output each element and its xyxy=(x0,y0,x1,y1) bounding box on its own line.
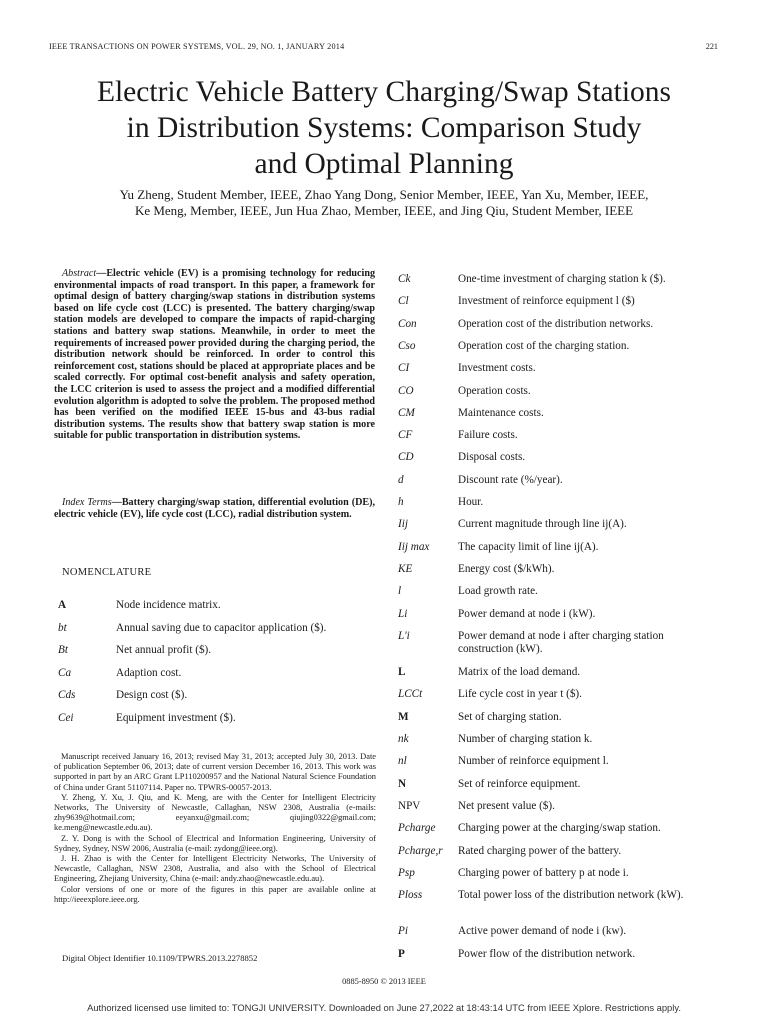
nomenclature-symbol: Pcharge xyxy=(398,822,436,835)
nomenclature-symbol: d xyxy=(398,473,404,486)
nomenclature-symbol: nl xyxy=(398,755,407,768)
nomenclature-definition: Set of reinforce equipment. xyxy=(458,777,581,790)
abstract-label: Abstract xyxy=(62,268,97,279)
nomenclature-definition: Set of charging station. xyxy=(458,710,562,723)
nomenclature-symbol: A xyxy=(58,599,67,611)
nomenclature-symbol: CD xyxy=(398,451,414,464)
nomenclature-definition: Investment of reinforce equipment l ($) xyxy=(458,295,635,308)
footnote-affiliation-2: Z. Y. Dong is with the School of Electrical and Information Engineering, University of Sydney, Sydney, NSW 2006, Australia (e-mail: zydong@ieee.org). xyxy=(54,833,376,853)
title-line-3: and Optimal Planning xyxy=(254,148,514,180)
nomenclature-definition: Disposal costs. xyxy=(458,451,526,464)
nomenclature-definition: Design cost ($). xyxy=(116,689,188,702)
nomenclature-symbol: Ploss xyxy=(398,889,423,902)
abstract xyxy=(54,268,375,442)
nomenclature-symbol: N xyxy=(398,777,407,790)
footnotes xyxy=(54,752,376,905)
authors-line-2: Ke Meng, Member, IEEE, Jun Hua Zhao, Member, IEEE, and Jing Qiu, Student Member, IEEE xyxy=(134,202,634,218)
nomenclature-definition: Annual saving due to capacitor application ($). xyxy=(116,621,327,634)
author-list xyxy=(40,187,728,218)
nomenclature-definition: Net annual profit ($). xyxy=(116,644,212,657)
nomenclature-symbol: P xyxy=(398,947,405,960)
paper-title xyxy=(40,74,728,182)
nomenclature-definition: Charging power at the charging/swap station. xyxy=(458,822,661,835)
nomenclature-symbol: L'i xyxy=(398,629,410,642)
nomenclature-symbol: Cso xyxy=(398,339,416,352)
nomenclature-symbol: LCCt xyxy=(398,688,423,701)
nomenclature-symbol: Iij xyxy=(398,518,408,531)
index-terms-text: —Battery charging/swap station, differential evolution (DE), electric vehicle (EV), life cycle cost (LCC), radial distribution system. xyxy=(54,497,375,520)
nomenclature-symbol: Cl xyxy=(398,295,409,308)
nomenclature-definition: Number of charging station k. xyxy=(458,733,593,745)
index-terms-label: Index Terms xyxy=(62,497,112,508)
nomenclature-symbol: Pcharge,r xyxy=(398,844,443,857)
nomenclature-definition: Active power demand of node i (kw). xyxy=(458,925,627,938)
nomenclature-definition: Energy cost ($/kWh). xyxy=(458,562,555,575)
nomenclature-definition: Operation cost of the charging station. xyxy=(458,339,630,352)
nomenclature-symbol: CO xyxy=(398,384,414,397)
nomenclature-definition: Maintenance costs. xyxy=(458,406,544,419)
nomenclature-definition: Life cycle cost in year t ($). xyxy=(458,688,582,701)
nomenclature-symbol: Bt xyxy=(58,644,68,657)
nomenclature-definition: Adaption cost. xyxy=(116,666,182,679)
copyright: 0885-8950 © 2013 IEEE xyxy=(342,977,426,986)
nomenclature-symbol: h xyxy=(398,496,404,508)
nomenclature-definition: Power demand at node i after charging station construction (kW). xyxy=(458,629,664,656)
nomenclature-definition: Matrix of the load demand. xyxy=(458,666,581,679)
nomenclature-symbol: Psp xyxy=(398,866,415,879)
nomenclature-definition: Rated charging power of the battery. xyxy=(458,844,622,857)
nomenclature-definition: Discount rate (%/year). xyxy=(458,473,563,486)
footnote-color-versions: Color versions of one or more of the figures in this paper are available online at http://ieeexplore.ieee.org. xyxy=(54,884,376,904)
nomenclature-symbol: nk xyxy=(398,733,409,745)
nomenclature-definition: Load growth rate. xyxy=(458,585,538,598)
nomenclature-definition: Number of reinforce equipment l. xyxy=(458,755,609,768)
nomenclature-symbol: Ck xyxy=(398,273,411,285)
nomenclature-definition: Power flow of the distribution network. xyxy=(458,947,636,960)
nomenclature-definition: Equipment investment ($). xyxy=(116,712,236,724)
nomenclature-symbol: L xyxy=(398,666,406,679)
nomenclature-heading: NOMENCLATURE xyxy=(62,567,152,578)
nomenclature-definition: The capacity limit of line ij(A). xyxy=(458,540,599,553)
nomenclature-definition: Current magnitude through line ij(A). xyxy=(458,518,627,531)
abstract-text: —Electric vehicle (EV) is a promising technology for reducing environmental impacts of road transport. In this paper, a framework for optimal design of battery charging/swap stations in distribution systems based on life cycle cost (LCC) is presented. The battery charging/swap station models are developed to compare the impacts of rapid-charging stations and battery swap stations. Meanwhile, in order to meet the requirements of increased power provided during the charging period, the distribution network should be reinforced. In order to control this reinforcement cost, stations should be placed at appropriate places and be scaled correctly. For optimal cost-benefit analysis and safety operation, the LCC criterion is used to assess the project and a modified differential evolution algorithm is adopted to solve the problem. The proposed method has been verified on the modified IEEE 15-bus and 43-bus radial distribution systems. The results show that battery swap station is more suitable for public transportation in distribution systems. xyxy=(54,268,375,442)
authors-line-1: Yu Zheng, Student Member, IEEE, Zhao Yang Dong, Senior Member, IEEE, Yan Xu, Member, IEEE, xyxy=(119,187,649,202)
nomenclature-definition: Charging power of battery p at node i. xyxy=(458,866,629,879)
nomenclature-symbol: Ca xyxy=(58,666,72,679)
nomenclature-definition: One-time investment of charging station k ($). xyxy=(458,273,666,285)
nomenclature-symbol: KE xyxy=(398,562,413,575)
journal-name: IEEE TRANSACTIONS ON POWER SYSTEMS, VOL. 29, NO. 1, JANUARY 2014 xyxy=(49,42,345,51)
nomenclature-symbol: CI xyxy=(398,362,410,375)
authorized-use-notice: Authorized licensed use limited to: TONGJI UNIVERSITY. Downloaded on June 27,2022 at 18:43:14 UTC from IEEE Xplore. Restrictions apply. xyxy=(87,1002,681,1013)
nomenclature-symbol: Iij max xyxy=(398,540,430,553)
nomenclature-symbol: Cei xyxy=(58,712,74,724)
nomenclature-symbol: Pi xyxy=(398,925,408,938)
nomenclature-definition: Hour. xyxy=(458,496,484,508)
footnote-received: Manuscript received January 16, 2013; revised May 31, 2013; accepted July 30, 2013. Date of publication September 06, 2013; date of current version December 16, 2013. This work was supported in part by an ARC Grant LP110200957 and the National Natural Science Foundation of China under Grant 51107114. Paper no. TPWRS-00057-2013. xyxy=(54,752,376,792)
nomenclature-symbol: Con xyxy=(398,317,417,330)
doi: Digital Object Identifier 10.1109/TPWRS.2013.2278852 xyxy=(62,953,258,963)
nomenclature-symbol: CM xyxy=(398,406,415,419)
nomenclature-definition: Net present value ($). xyxy=(458,799,555,812)
nomenclature-definition: Investment costs. xyxy=(458,362,536,375)
page-number: 221 xyxy=(705,42,718,51)
nomenclature-definition: Total power loss of the distribution network (kW). xyxy=(458,889,684,902)
nomenclature-symbol: Li xyxy=(398,607,408,620)
nomenclature-definition: Operation cost of the distribution networks. xyxy=(458,317,654,330)
nomenclature-symbol: l xyxy=(398,585,402,598)
nomenclature-symbol: NPV xyxy=(398,799,421,812)
nomenclature-symbol: M xyxy=(398,710,409,723)
nomenclature-symbol: bt xyxy=(58,621,67,634)
nomenclature-definition: Power demand at node i (kW). xyxy=(458,607,596,620)
nomenclature-symbol: Cds xyxy=(58,689,76,702)
footnote-affiliation-3: J. H. Zhao is with the Center for Intelligent Electricity Networks, The University of Newcastle, Callaghan, NSW 2308, Australia, and also with the School of Electrical Engineering, Zhejiang University, China (e-mail: andy.zhao@newcastle.edu.au). xyxy=(54,854,376,884)
nomenclature-definition: Node incidence matrix. xyxy=(116,599,221,611)
title-line-2: in Distribution Systems: Comparison Study xyxy=(126,112,642,144)
title-line-1: Electric Vehicle Battery Charging/Swap Stations xyxy=(96,76,672,108)
nomenclature-definition: Failure costs. xyxy=(458,429,518,442)
nomenclature-definition: Operation costs. xyxy=(458,384,531,397)
index-terms xyxy=(54,497,375,520)
nomenclature-symbol: CF xyxy=(398,429,413,442)
footnote-affiliation-1: Y. Zheng, Y. Xu, J. Qiu, and K. Meng, are with the Center for Intelligent Electricity Networks, The University of Newcastle, Callaghan, NSW 2308, Australia (e-mails: zhy9639@hotmail.com; eeyanxu@gmail.com; qiujing0322@gmail.com; ke.meng@newcastle.edu.au). xyxy=(54,792,376,833)
